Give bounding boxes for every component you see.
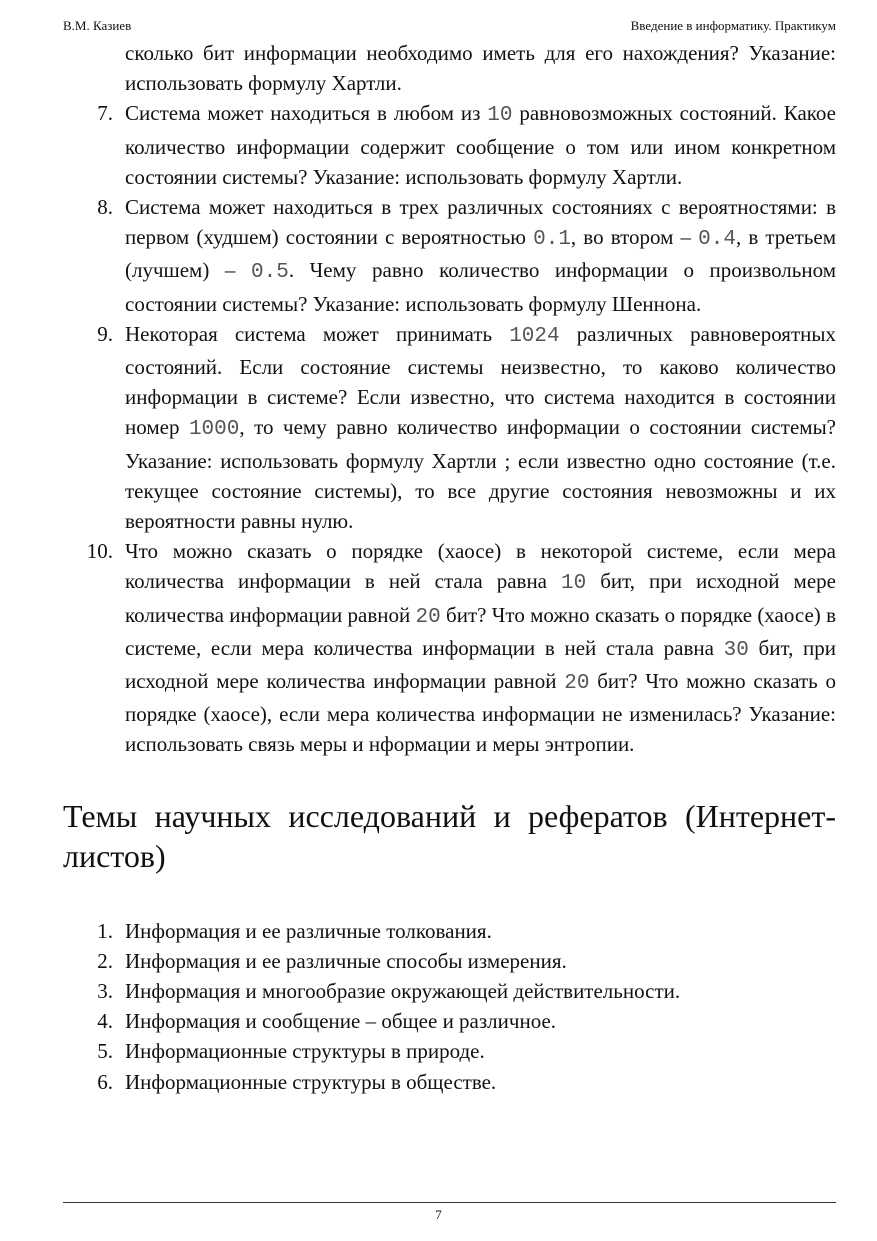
exercise-text: Система может находиться в трех различных состояниях с вероятностями: в первом (худшем) состоянии с вероятностью — [125, 195, 836, 250]
numeric-value: 1024 — [509, 324, 560, 348]
list-item — [63, 916, 836, 946]
exercise-number: 10. — [86, 539, 113, 564]
header-book-title: Введение в информатику. Практикум — [630, 18, 836, 33]
topic-text: Информационные структуры в природе. — [125, 1039, 485, 1064]
list-item — [63, 946, 836, 976]
list-item — [63, 1036, 836, 1066]
exercise-item-8 — [63, 192, 836, 319]
topic-list — [63, 916, 836, 1097]
exercise-text: , в третьем (лучшем) – — [125, 225, 836, 283]
numeric-value: 10 — [561, 572, 587, 596]
numeric-value: 0.5 — [251, 261, 289, 285]
numeric-value: 10 — [487, 104, 513, 128]
numeric-value: 20 — [415, 605, 441, 629]
footer-divider — [63, 1202, 836, 1203]
exercise-item-9 — [63, 319, 836, 536]
topic-text: Информационные структуры в обществе. — [125, 1069, 497, 1094]
topic-text: Информация и многообразие окружающей действительности. — [125, 979, 681, 1004]
numeric-value: 20 — [564, 672, 590, 696]
numeric-value: 0.4 — [698, 228, 736, 252]
numeric-value: 1000 — [188, 418, 240, 442]
exercise-text: различных равновероятных состояний. Если состояние системы неизвестно, то каково количество информации в системе? Если известно, что система находится в состоянии номер — [125, 321, 836, 440]
topic-number: 1. — [97, 918, 113, 943]
section-heading: Темы научных исследований и рефератов (Интернет-листов) — [63, 797, 836, 874]
topic-number: 5. — [97, 1039, 113, 1064]
exercise-text: бит, при исходной мере количества информации равной — [125, 635, 836, 694]
exercise-continuation — [63, 38, 836, 98]
exercise-text: , то чему равно количество информации о состоянии системы? Указание: использовать формулу Хартли ; если известно одно состояние (т.е. текущее состояние системы), то все другие состояния невозможны и их вероятности равны нулю. — [125, 415, 836, 534]
numeric-value: 30 — [723, 638, 749, 662]
exercise-text: бит? Что можно сказать о порядке (хаосе), если мера количества информации не изменилась? Указание: использовать связь меры и нформации и меры энтропии. — [125, 669, 836, 757]
page-content — [63, 38, 836, 1097]
exercise-text: сколько бит информации необходимо иметь для его нахождения? Указание: использовать формулу Хартли. — [125, 41, 836, 96]
header-author: В.М. Казиев — [63, 18, 132, 33]
topic-text: Информация и ее различные способы измерения. — [125, 948, 567, 973]
topic-number: 4. — [97, 1009, 113, 1034]
exercise-text: бит? Что можно сказать о порядке (хаосе) в системе, если мера количества информации в ней стала равна — [125, 602, 836, 660]
exercise-text: бит, при исходной мере количества информации равной — [125, 569, 836, 627]
page-number: 7 — [435, 1207, 442, 1222]
exercise-number: 9. — [97, 321, 113, 346]
exercise-text: равновозможных состояний. Какое количество информации содержит сообщение о том или ином конкретном состоянии системы? Указание: использовать формулу Хартли. — [125, 101, 836, 189]
exercise-item-7 — [63, 98, 836, 192]
exercise-number: 8. — [97, 195, 113, 220]
exercise-text: . Чему равно количество информации о произвольном состоянии системы? Указание: использовать формулу Шеннона. — [125, 258, 836, 316]
exercise-text: Система может находиться в любом из — [125, 101, 488, 126]
exercise-list — [63, 38, 836, 760]
list-item — [63, 1067, 836, 1097]
topic-text: Информация и ее различные толкования. — [125, 918, 492, 943]
exercise-item-10 — [63, 536, 836, 759]
topic-number: 6. — [97, 1069, 113, 1094]
topic-text: Информация и сообщение – общее и различное. — [125, 1009, 557, 1034]
page-header — [63, 16, 836, 36]
exercise-text: Что можно сказать о порядке (хаосе) в некоторой системе, если мера количества информации в ней стала равна — [125, 539, 836, 594]
topic-number: 2. — [97, 948, 113, 973]
list-item — [63, 976, 836, 1006]
topic-number: 3. — [97, 979, 113, 1004]
exercise-text: Некоторая система может принимать — [125, 321, 510, 346]
exercise-text: , во втором – — [570, 225, 699, 250]
list-item — [63, 1006, 836, 1036]
exercise-number: 7. — [97, 101, 113, 126]
numeric-value: 0.1 — [533, 228, 571, 252]
